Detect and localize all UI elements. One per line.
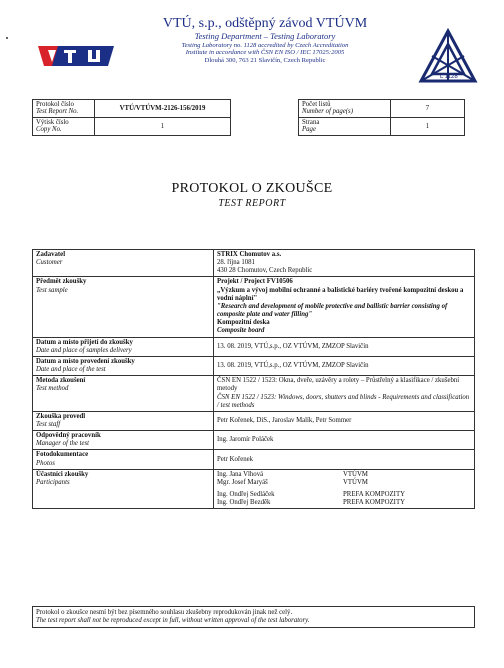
participant-row <box>217 499 471 507</box>
accreditation-line-2: Institute in accordance with ČSN EN ISO / IEC 17025:2005 <box>185 49 345 57</box>
participant-row <box>217 471 471 479</box>
document-title: PROTOKOL O ZKOUŠCE <box>171 181 333 196</box>
accreditation-line-1: Testing Laboratory no. 1128 accredited by Czech Accreditation <box>181 41 349 49</box>
method-value-en: ČSN EN 1522 / 1523: Windows, doors, shutters and blinds - Requirements and classification / test methods <box>217 393 470 409</box>
participant-org: PREFA KOMPOZITY <box>343 491 405 499</box>
manager-label: Odpovědný pracovník <box>36 432 101 440</box>
sample-desc-en: "Research and development of mobile protective and ballistic barrier consisting of composite plate and water filling" <box>217 302 448 319</box>
sample-label: Předmět zkoušky <box>36 278 87 286</box>
notice-en: The test report shall not be reproduced except in full, without written approval of the test laboratory. <box>36 617 310 625</box>
page-number-value: 1 <box>391 117 465 135</box>
participant-row <box>217 479 471 487</box>
method-label-en: Test method <box>36 385 69 393</box>
client-name: STRIX Chomutov a.s. <box>217 251 282 258</box>
report-number-table <box>32 99 231 136</box>
page-number-label: Strana <box>302 118 320 126</box>
performed-row <box>33 356 475 375</box>
report-details-table <box>32 249 475 509</box>
document-title-en: TEST REPORT <box>218 198 286 209</box>
report-number-label: Protokol číslo <box>36 101 74 108</box>
photos-label: Fotodokumentace <box>36 451 89 459</box>
participant-name: Ing. Jana Vlhová <box>217 470 264 478</box>
manager-row <box>33 431 475 450</box>
report-number-row <box>33 100 231 118</box>
participant-row <box>217 491 471 499</box>
performed-label: Datum a místo provedení zkoušky <box>36 357 135 365</box>
sample-item-en: Composite board <box>217 327 265 335</box>
page-number-row <box>299 117 465 135</box>
report-number-label-en: Test Report No. <box>36 108 79 116</box>
manager-label-en: Manager of the test <box>36 440 90 448</box>
staff-label: Zkouška provedl <box>36 412 86 420</box>
client-street: 28. října 1081 <box>217 259 255 267</box>
participants-row <box>33 469 475 509</box>
staff-row <box>33 411 475 430</box>
method-row <box>33 376 475 412</box>
client-row <box>33 250 475 277</box>
copy-number-row <box>33 117 231 135</box>
accreditation-logo <box>418 28 478 90</box>
header-text <box>120 16 410 65</box>
method-value-cz: ČSN EN 1522 / 1523: Okna, dveře, uzávěry a rolety – Průstřelný a klasifikace / zkušební metody <box>217 377 460 393</box>
accreditation-number: L 1128 <box>440 74 458 80</box>
participant-org: PREFA KOMPOZITY <box>343 499 405 507</box>
document-header <box>0 0 504 100</box>
method-label: Metoda zkoušení <box>36 377 86 385</box>
participant-org: VTÚVM <box>343 478 368 486</box>
notice-cz: Protokol o zkoušce nesmí být bez písemného souhlasu zkušebny reprodukován jinak než celý. <box>36 609 293 616</box>
page-count-value: 7 <box>391 100 465 118</box>
participant-name: Ing. Ondřej Sedláček <box>217 491 275 499</box>
staff-value: Petr Kořenek, DiS., Jaroslav Malík, Petr Sommer <box>214 411 475 430</box>
client-label-en: Customer <box>36 259 63 267</box>
photos-value: Petr Kořenek <box>214 450 475 469</box>
copy-number-label: Výtisk číslo <box>36 118 69 126</box>
manager-value: Ing. Jaromír Poláček <box>214 431 475 450</box>
page-count-label: Počet listů <box>302 101 331 108</box>
company-name: VTÚ, s.p., odštěpný závod VTÚVM <box>162 16 368 31</box>
sample-project: Projekt / Project FV10506 <box>217 278 293 286</box>
receipt-label: Datum a místo přijetí do zkoušky <box>36 338 133 346</box>
report-number-value: VTÚ/VTÚVM-2126-156/2019 <box>95 100 231 118</box>
sample-label-en: Test sample <box>36 286 68 294</box>
participants-label-en: Participants <box>36 478 70 486</box>
page-count-row <box>299 100 465 118</box>
copy-number-value: 1 <box>95 117 231 135</box>
participant-org: VTÚVM <box>343 470 368 478</box>
vtu-logo <box>38 42 114 70</box>
staff-label-en: Test staff <box>36 420 61 428</box>
address: Dlouhá 300, 763 21 Slavičín, Czech Republic <box>204 57 326 65</box>
client-city: 430 28 Chomutov, Czech Republic <box>217 267 313 275</box>
receipt-row <box>33 337 475 356</box>
performed-label-en: Date and place of the test <box>36 366 106 374</box>
performed-value: 13. 08. 2019, VTÚ,s.p., OZ VTÚVM, ZMZOP Slavičín <box>214 356 475 375</box>
department: Testing Department – Testing Laboratory <box>194 31 336 42</box>
client-label: Zadavatel <box>36 251 66 258</box>
participant-name: Ing. Ondřej Bezděk <box>217 499 271 507</box>
receipt-label-en: Date and place of samples delivery <box>36 346 132 354</box>
photos-row <box>33 450 475 469</box>
page-count-label-en: Number of page(s) <box>302 108 353 116</box>
page-number-label-en: Page <box>302 126 316 134</box>
participant-name: Mgr. Josef Maryáš <box>217 478 268 486</box>
sample-desc-cz: „Výzkum a vývoj mobilní ochranné a balistické bariéry tvořené kompozitní deskou a vodní náplní" <box>217 286 464 302</box>
page-count-table <box>298 99 465 136</box>
participants-label: Účastníci zkoušky <box>36 470 89 478</box>
sample-row <box>33 277 475 337</box>
sample-item-cz: Kompozitní deska <box>217 319 270 327</box>
reproduction-notice <box>32 606 475 628</box>
receipt-value: 13. 08. 2019, VTÚ,s.p., OZ VTÚVM, ZMZOP Slavičín <box>214 337 475 356</box>
photos-label-en: Photos <box>36 459 55 467</box>
copy-number-label-en: Copy No. <box>36 126 62 134</box>
